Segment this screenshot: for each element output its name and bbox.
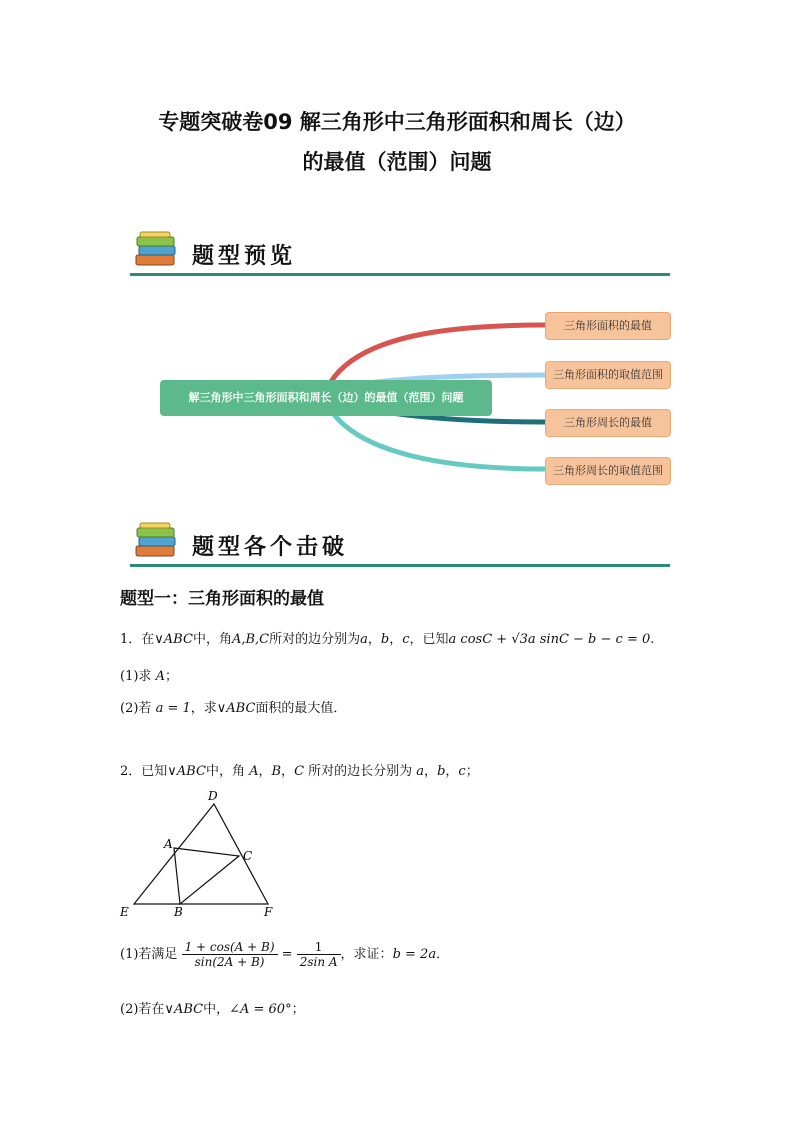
text: 中，角 xyxy=(205,764,250,779)
math: B xyxy=(271,764,282,779)
inner-triangle xyxy=(174,848,239,904)
mindmap-root-node: 解三角形中三角形面积和周长（边）的最值（范围）问题 xyxy=(160,380,492,416)
math: ABC xyxy=(173,1002,204,1017)
text: ，求证： xyxy=(340,947,393,962)
text: ． xyxy=(436,947,450,962)
text: ， xyxy=(389,632,403,647)
text: ， xyxy=(445,764,459,779)
text: 中， xyxy=(203,1002,230,1017)
text: ； xyxy=(164,669,178,684)
triangle-figure xyxy=(116,788,286,918)
math: b xyxy=(380,632,390,647)
text: (1)若满足 xyxy=(120,947,178,962)
text: ； xyxy=(291,1002,305,1017)
text: (1)求 xyxy=(120,669,156,684)
fraction-left xyxy=(182,940,278,969)
mindmap-leaf-perimeter-max: 三角形周长的最值 xyxy=(545,409,671,437)
numerator: 1 xyxy=(297,940,341,955)
section-label: 题型预览 xyxy=(192,243,297,269)
section-rule xyxy=(130,564,670,567)
math: ∠A = 60° xyxy=(229,1002,292,1017)
math: ABC xyxy=(226,701,256,716)
text: (2)若 xyxy=(120,701,156,716)
math: c xyxy=(458,764,466,779)
math: C xyxy=(294,764,305,779)
equals: = xyxy=(281,947,293,962)
math: b = 2a xyxy=(392,947,437,962)
text: ； xyxy=(465,764,479,779)
triangle-symbol: ∨ xyxy=(216,701,227,716)
numerator: 1 + cos(A + B) xyxy=(182,940,278,955)
page-title-line-2: 的最值（范围）问题 xyxy=(302,150,492,174)
denominator: 2sin A xyxy=(299,955,338,969)
text: (2)若在 xyxy=(120,1002,165,1017)
label-f: F xyxy=(264,905,273,918)
math: b xyxy=(437,764,446,779)
text: 所对的边长分别为 xyxy=(304,764,417,779)
label-b: B xyxy=(174,905,183,918)
section-header-preview xyxy=(130,231,670,276)
books-icon xyxy=(134,231,178,269)
books-icon xyxy=(134,522,178,560)
math: A xyxy=(155,669,165,684)
text: ， xyxy=(424,764,438,779)
math: A,B,C xyxy=(231,632,270,647)
label-a: A xyxy=(164,837,173,851)
text: . xyxy=(650,632,655,647)
section-header-breakthrough xyxy=(130,522,670,567)
math: a xyxy=(416,764,425,779)
text: 2．已知 xyxy=(120,764,168,779)
q2-part-1 xyxy=(120,940,449,969)
denominator: sin(2A + B) xyxy=(194,955,265,969)
q1-part-1 xyxy=(120,665,178,684)
text: ， xyxy=(367,632,381,647)
label-c: C xyxy=(243,849,253,863)
triangle-symbol: ∨ xyxy=(167,764,177,779)
q1-statement xyxy=(120,628,654,647)
math: ABC xyxy=(163,632,193,647)
mindmap-leaf-area-range: 三角形面积的取值范围 xyxy=(545,361,671,389)
section-label: 题型各个击破 xyxy=(192,534,349,560)
math: ABC xyxy=(176,764,206,779)
mindmap-leaf-area-max: 三角形面积的最值 xyxy=(545,312,671,340)
text: ，已知 xyxy=(409,632,449,647)
label-d: D xyxy=(208,789,218,803)
mindmap-leaf-perimeter-range: 三角形周长的取值范围 xyxy=(545,457,671,485)
q2-part-2 xyxy=(120,998,305,1017)
text: 1．在 xyxy=(120,632,155,647)
triangle-symbol: ∨ xyxy=(154,632,164,647)
page-title-line-1: 专题突破卷09 解三角形中三角形面积和周长（边） xyxy=(158,110,636,134)
math: A xyxy=(249,764,259,779)
text: ， xyxy=(281,764,295,779)
q2-statement xyxy=(120,760,479,779)
section-rule xyxy=(130,273,670,276)
text: ， xyxy=(258,764,272,779)
text: 中，角 xyxy=(192,632,232,647)
text: 面积的最大值． xyxy=(255,701,347,716)
fraction-right xyxy=(297,940,341,969)
text: ，求 xyxy=(190,701,217,716)
problem-type-heading: 题型一：三角形面积的最值 xyxy=(120,589,324,609)
label-e: E xyxy=(120,905,129,918)
equation: a cosC + √3a sinC − b − c = 0 xyxy=(448,632,651,647)
q1-part-2 xyxy=(120,697,346,716)
math: c xyxy=(402,632,410,647)
math: a xyxy=(360,632,368,647)
math: a = 1 xyxy=(155,701,191,716)
triangle-symbol: ∨ xyxy=(164,1002,174,1017)
text: 所对的边分别为 xyxy=(269,632,361,647)
